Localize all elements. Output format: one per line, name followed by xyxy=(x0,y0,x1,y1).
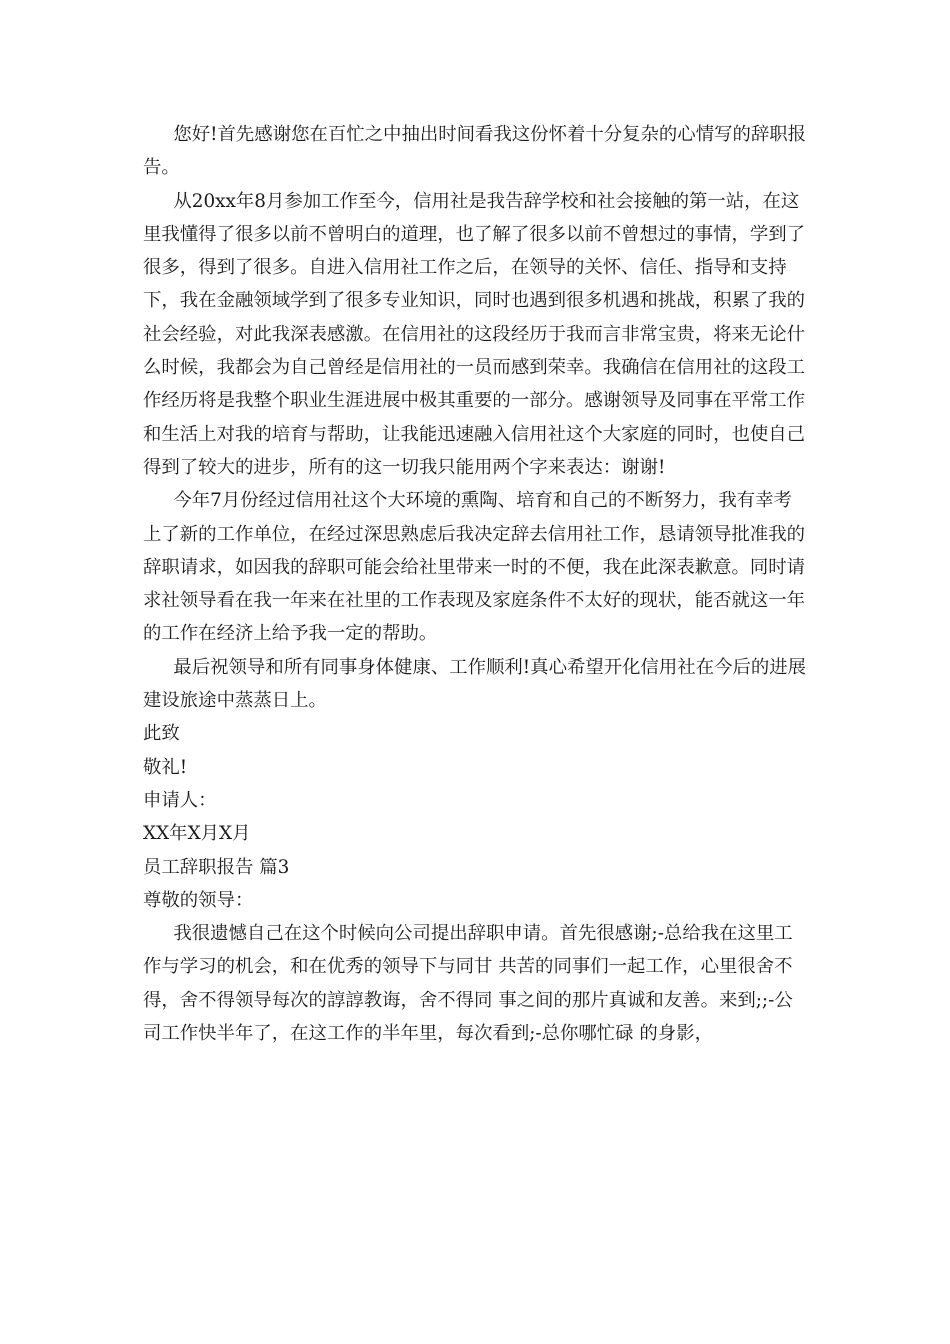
closing-regards: 敬礼! xyxy=(143,756,188,778)
section-title: 员工辞职报告 篇3 xyxy=(143,856,290,878)
paragraph-resignation-request: 今年7月份经过信用社这个大环境的熏陶、培育和自己的不断努力，我有幸考上了新的工作单位，在经过深思熟虑后我决定辞去信用社工作，恳请领导批准我的辞职请求，如因我的辞职可能会给社里带来一时的不便，我在此深表歉意。同时请求社领导看在我一年来在社里的工作表现及家庭条件不太好的现状，能否就这一年的工作在经济上给予我一定的帮助。 xyxy=(143,490,806,645)
paragraph-second-letter: 我很遗憾自己在这个时候向公司提出辞职申请。首先很感谢;-总给我在这里工作与学习的机会，和在优秀的领导下与同甘 共苦的同事们一起工作，心里很舍不得，舍不得领导每次的諄諄教诲，舍不得同 事之间的那片真诚和友善。来到;;-公司工作快半年了，在这工作的半年里，每次看到;-总你哪忙碌 的身影， xyxy=(143,923,793,1045)
date-line: XX年X月X月 xyxy=(143,823,251,845)
paragraph-wishes: 最后祝领导和所有同事身体健康、工作顺利!真心希望开化信用社在今后的进展建设旅途中蒸蒸日上。 xyxy=(143,656,807,712)
document-body xyxy=(143,118,808,1050)
paragraph-greeting: 您好!首先感谢您在百忙之中抽出时间看我这份怀着十分复杂的心情写的辞职报告。 xyxy=(143,124,807,179)
salutation: 尊敬的领导： xyxy=(143,889,254,911)
closing-salutation: 此致 xyxy=(143,723,180,745)
applicant-label: 申请人： xyxy=(143,789,217,811)
paragraph-experience: 从20xx年8月参加工作至今，信用社是我告辞学校和社会接触的第一站，在这里我懂得了很多以前不曾明白的道理，也了解了很多以前不曾想过的事情，学到了很多，得到了很多。自进入信用社工作之后，在领导的关怀、信任、指导和支持下，我在金融领域学到了很多专业知识，同时也遇到很多机遇和挑战，积累了我的社会经验，对此我深表感激。在信用社的这段经历于我而言非常宝贵，将来无论什么时候，我都会为自己曾经是信用社的一员而感到荣幸。我确信在信用社的这段工作经历将是我整个职业生涯进展中极其重要的一部分。感谢领导及同事在平常工作和生活上对我的培育与帮助，让我能迅速融入信用社这个大家庭的同时，也使自己得到了较大的进步，所有的这一切我只能用两个字来表达：谢谢! xyxy=(143,190,806,478)
